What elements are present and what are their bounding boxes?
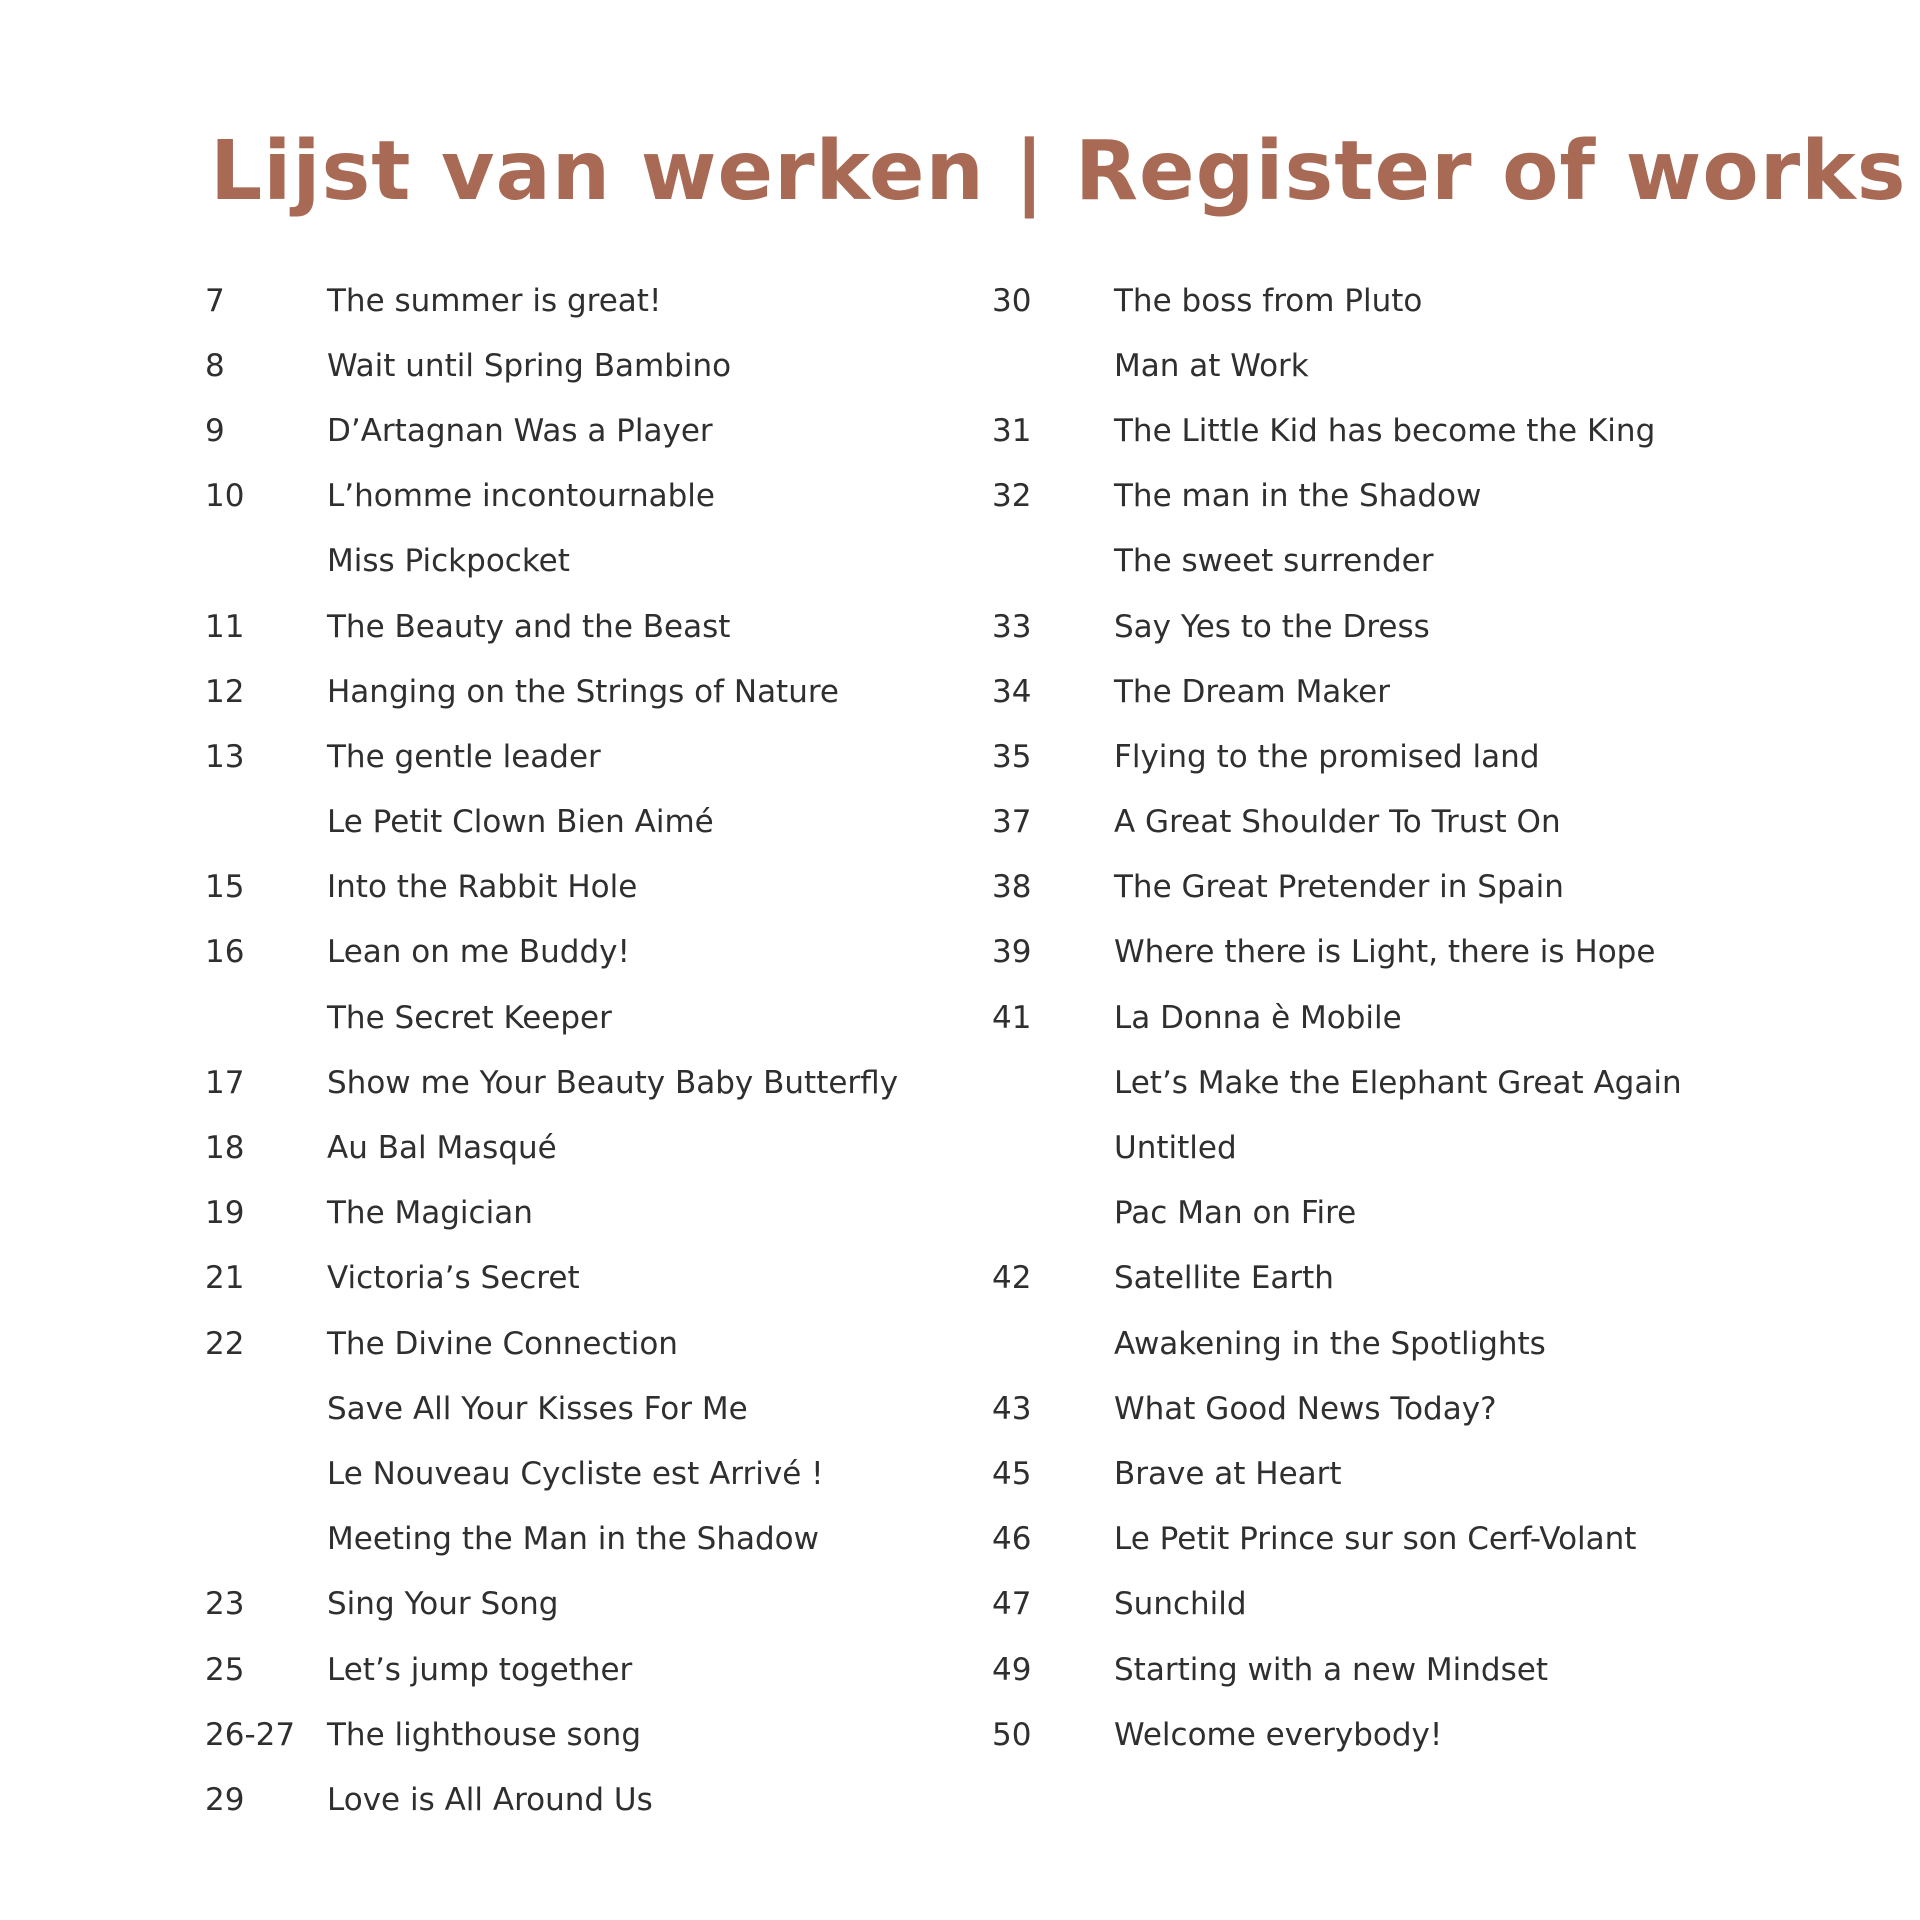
page-number: 26-27 xyxy=(205,1716,296,1753)
work-title: Love is All Around Us xyxy=(327,1781,653,1818)
work-entry xyxy=(205,1441,965,1506)
work-title: The Divine Connection xyxy=(327,1325,678,1362)
work-title: The boss from Pluto xyxy=(1114,282,1423,319)
page-number: 42 xyxy=(992,1260,1032,1297)
work-title: Say Yes to the Dress xyxy=(1114,608,1430,645)
page-number: 30 xyxy=(992,282,1032,319)
page-number: 25 xyxy=(205,1651,245,1688)
work-title: Into the Rabbit Hole xyxy=(327,869,638,906)
works-list-right-column xyxy=(992,268,1752,1767)
work-title: Sing Your Song xyxy=(327,1586,559,1623)
work-title: Save All Your Kisses For Me xyxy=(327,1390,748,1427)
work-entry xyxy=(205,659,965,724)
work-entry xyxy=(205,1702,965,1767)
work-entry xyxy=(205,1767,965,1832)
work-title: What Good News Today? xyxy=(1114,1390,1497,1427)
work-entry xyxy=(205,464,965,529)
work-entry xyxy=(205,1311,965,1376)
work-title: The Dream Maker xyxy=(1114,673,1390,710)
work-title: Satellite Earth xyxy=(1114,1260,1334,1297)
work-entry xyxy=(992,659,1752,724)
work-title: The sweet surrender xyxy=(1114,543,1434,580)
work-entry xyxy=(992,1115,1752,1180)
work-title: The Magician xyxy=(327,1195,533,1232)
work-entry xyxy=(992,1246,1752,1311)
work-title: Le Petit Clown Bien Aimé xyxy=(327,804,714,841)
work-title: A Great Shoulder To Trust On xyxy=(1114,804,1561,841)
work-title: Au Bal Masqué xyxy=(327,1130,557,1167)
page-number: 13 xyxy=(205,738,245,775)
work-entry xyxy=(992,1507,1752,1572)
work-entry xyxy=(205,724,965,789)
work-entry xyxy=(992,920,1752,985)
work-entry xyxy=(205,1246,965,1311)
work-title: Wait until Spring Bambino xyxy=(327,347,732,384)
work-entry xyxy=(205,529,965,594)
work-entry xyxy=(992,529,1752,594)
work-entry xyxy=(992,268,1752,333)
page-number: 21 xyxy=(205,1260,245,1297)
work-title: Show me Your Beauty Baby Butterfly xyxy=(327,1064,899,1101)
page-number: 50 xyxy=(992,1716,1032,1753)
work-title: Pac Man on Fire xyxy=(1114,1195,1357,1232)
work-entry xyxy=(992,855,1752,920)
work-entry xyxy=(205,920,965,985)
page-number: 18 xyxy=(205,1130,245,1167)
page-number: 10 xyxy=(205,478,245,515)
work-entry xyxy=(992,464,1752,529)
page-number: 16 xyxy=(205,934,245,971)
work-entry xyxy=(205,1181,965,1246)
works-list-left-column xyxy=(205,268,965,1833)
work-title: Brave at Heart xyxy=(1114,1455,1342,1492)
page-number: 46 xyxy=(992,1521,1032,1558)
page-number: 49 xyxy=(992,1651,1032,1688)
work-title: The summer is great! xyxy=(327,282,662,319)
page-number: 35 xyxy=(992,738,1032,775)
page-number: 45 xyxy=(992,1455,1032,1492)
work-title: Victoria’s Secret xyxy=(327,1260,580,1297)
work-entry xyxy=(992,1311,1752,1376)
work-entry xyxy=(992,724,1752,789)
work-entry xyxy=(205,985,965,1050)
work-entry xyxy=(992,1050,1752,1115)
page-number: 17 xyxy=(205,1064,245,1101)
page-number: 47 xyxy=(992,1586,1032,1623)
work-title: Sunchild xyxy=(1114,1586,1247,1623)
page-number: 32 xyxy=(992,478,1032,515)
work-entry xyxy=(992,1181,1752,1246)
work-entry xyxy=(205,790,965,855)
page-title: Lijst van werken | Register of works xyxy=(210,124,1907,219)
work-entry xyxy=(992,1702,1752,1767)
work-title: D’Artagnan Was a Player xyxy=(327,412,713,449)
work-title: Let’s Make the Elephant Great Again xyxy=(1114,1064,1682,1101)
work-entry xyxy=(992,594,1752,659)
work-entry xyxy=(992,985,1752,1050)
work-entry xyxy=(205,594,965,659)
work-entry xyxy=(205,855,965,920)
work-entry xyxy=(205,1115,965,1180)
work-title: Lean on me Buddy! xyxy=(327,934,630,971)
work-entry xyxy=(992,1637,1752,1702)
work-entry xyxy=(992,398,1752,463)
work-entry xyxy=(205,333,965,398)
page-number: 7 xyxy=(205,282,225,319)
work-entry xyxy=(205,1637,965,1702)
work-title: Le Nouveau Cycliste est Arrivé ! xyxy=(327,1455,824,1492)
work-title: Hanging on the Strings of Nature xyxy=(327,673,839,710)
page-number: 19 xyxy=(205,1195,245,1232)
work-entry xyxy=(992,1572,1752,1637)
work-entry xyxy=(992,790,1752,855)
work-entry xyxy=(205,1572,965,1637)
page-number: 29 xyxy=(205,1781,245,1818)
page-number: 38 xyxy=(992,869,1032,906)
work-title: The Little Kid has become the King xyxy=(1114,412,1656,449)
work-entry xyxy=(205,268,965,333)
page-number: 39 xyxy=(992,934,1032,971)
work-entry xyxy=(205,398,965,463)
page-number: 8 xyxy=(205,347,225,384)
work-title: L’homme incontournable xyxy=(327,478,715,515)
page-number: 41 xyxy=(992,999,1032,1036)
work-title: The gentle leader xyxy=(327,738,601,775)
work-entry xyxy=(992,1376,1752,1441)
work-title: Miss Pickpocket xyxy=(327,543,570,580)
page-number: 31 xyxy=(992,412,1032,449)
work-title: Where there is Light, there is Hope xyxy=(1114,934,1656,971)
page-number: 9 xyxy=(205,412,225,449)
work-entry xyxy=(992,1441,1752,1506)
work-title: Starting with a new Mindset xyxy=(1114,1651,1548,1688)
page-number: 11 xyxy=(205,608,245,645)
work-title: Le Petit Prince sur son Cerf-Volant xyxy=(1114,1521,1637,1558)
page-number: 15 xyxy=(205,869,245,906)
work-title: Awakening in the Spotlights xyxy=(1114,1325,1546,1362)
page-number: 34 xyxy=(992,673,1032,710)
page-number: 22 xyxy=(205,1325,245,1362)
work-entry xyxy=(205,1376,965,1441)
work-entry xyxy=(992,333,1752,398)
work-entry xyxy=(205,1507,965,1572)
page-number: 33 xyxy=(992,608,1032,645)
work-title: La Donna è Mobile xyxy=(1114,999,1402,1036)
work-title: The Beauty and the Beast xyxy=(327,608,731,645)
work-title: Let’s jump together xyxy=(327,1651,633,1688)
page-number: 43 xyxy=(992,1390,1032,1427)
work-title: Man at Work xyxy=(1114,347,1309,384)
work-title: The man in the Shadow xyxy=(1114,478,1482,515)
page-number: 37 xyxy=(992,804,1032,841)
work-title: Welcome everybody! xyxy=(1114,1716,1443,1753)
page-number: 12 xyxy=(205,673,245,710)
work-entry xyxy=(205,1050,965,1115)
page-number: 23 xyxy=(205,1586,245,1623)
work-title: The Secret Keeper xyxy=(327,999,612,1036)
work-title: The lighthouse song xyxy=(327,1716,641,1753)
work-title: The Great Pretender in Spain xyxy=(1114,869,1564,906)
work-title: Untitled xyxy=(1114,1130,1237,1167)
work-title: Meeting the Man in the Shadow xyxy=(327,1521,819,1558)
work-title: Flying to the promised land xyxy=(1114,738,1540,775)
